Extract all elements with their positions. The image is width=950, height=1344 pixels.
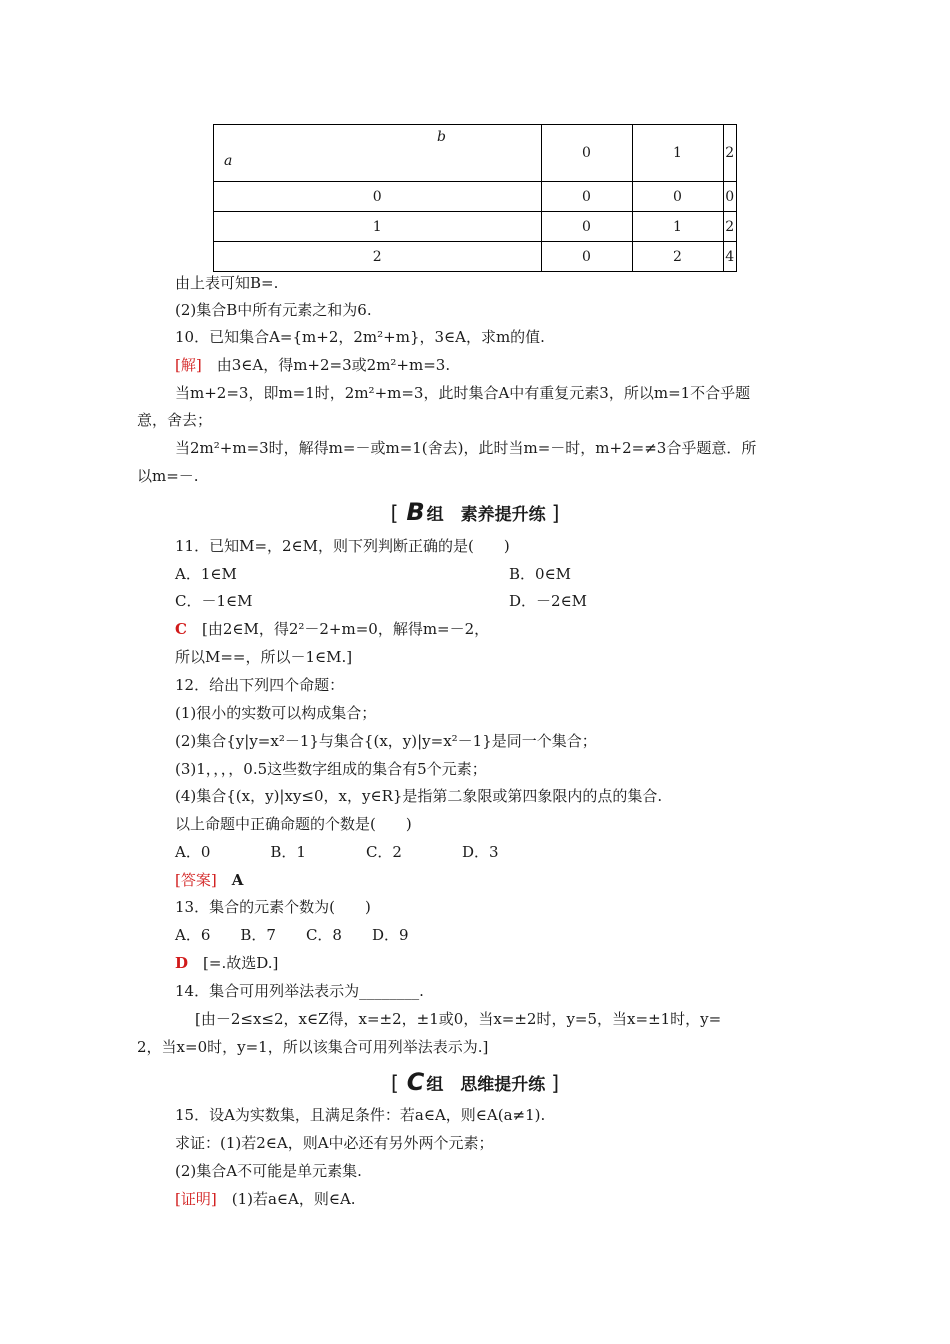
group-b-heading: [ B 组 素养提升练 ] — [390, 498, 560, 526]
solution-10 — [175, 355, 450, 375]
column-header: 0 — [541, 125, 632, 182]
question-13-options: A．6 B．7 C．8 D．9 — [175, 926, 409, 944]
question-10: 10．已知集合A={m+2，2m²+m}，3∈A，求m的值. — [175, 328, 545, 346]
row-label: 0 — [214, 182, 542, 212]
table-cell: 0 — [723, 182, 736, 212]
conclusion-line: 由上表可知B=. — [175, 274, 279, 292]
question-14: 14．集合可用列举法表示为________. — [175, 982, 424, 1000]
column-header: 1 — [632, 125, 723, 182]
table-cell: 0 — [541, 242, 632, 272]
answer-letter: C — [175, 620, 187, 638]
solution-line: 以m=－. — [137, 467, 199, 485]
multiplication-table — [213, 124, 737, 272]
answer-tag: [答案] — [175, 871, 217, 889]
proof-tag: [证明] — [175, 1190, 217, 1208]
solution-line: 意，舍去； — [137, 411, 213, 429]
answer-14-cont: 2，当x=0时，y=1，所以该集合可用列举法表示为.] — [137, 1038, 489, 1056]
option-a: A．1∈M — [175, 565, 237, 583]
question-15-part1: 求证：(1)若2∈A，则A中必还有另外两个元素； — [175, 1134, 494, 1152]
solution-tag: [解] — [175, 356, 202, 374]
table-cell: 0 — [541, 182, 632, 212]
row-label: 2 — [214, 242, 542, 272]
group-c-title: 组 思维提升练 — [426, 1075, 546, 1095]
answer-12 — [175, 870, 243, 890]
question-15-part2: (2)集合A不可能是单元素集. — [175, 1162, 362, 1180]
table-cell: 2 — [632, 242, 723, 272]
table-cell: 0 — [632, 182, 723, 212]
proof-15 — [175, 1189, 356, 1209]
question-12-prompt: 以上命题中正确命题的个数是( ) — [175, 815, 412, 833]
proposition-2: (2)集合{y|y=x²－1}与集合{(x，y)|y=x²－1}是同一个集合； — [175, 732, 597, 750]
answer-text: [=.故选D.] — [203, 954, 279, 972]
solution-line: 当m+2=3，即m=1时，2m²+m=3，此时集合A中有重复元素3，所以m=1不合乎题 — [175, 384, 751, 402]
table-cell: 2 — [723, 212, 736, 242]
question-11: 11．已知M=，2∈M，则下列判断正确的是( ) — [175, 537, 510, 555]
solution-text: 由3∈A，得m+2=3或2m²+m=3. — [201, 356, 451, 374]
header-b: b — [437, 129, 446, 145]
answer-11-cont: 所以M==，所以－1∈M.] — [175, 648, 353, 666]
proof-text: (1)若a∈A，则∈A. — [216, 1190, 356, 1208]
option-b: B．0∈M — [509, 565, 572, 583]
part2-line: (2)集合B中所有元素之和为6. — [175, 301, 372, 319]
answer-11 — [175, 619, 489, 639]
answer-13 — [175, 953, 278, 973]
proposition-1: (1)很小的实数可以构成集合； — [175, 704, 377, 722]
question-12: 12．给出下列四个命题： — [175, 676, 345, 694]
table-row — [214, 242, 737, 272]
question-15: 15．设A为实数集，且满足条件：若a∈A，则∈A(a≠1). — [175, 1106, 546, 1124]
proposition-4: (4)集合{(x，y)|xy≤0，x，y∈R}是指第二象限或第四象限内的点的集合. — [175, 787, 663, 805]
group-b-title: 组 素养提升练 — [426, 505, 546, 525]
row-label: 1 — [214, 212, 542, 242]
group-c-heading: [ C 组 思维提升练 ] — [390, 1068, 560, 1096]
option-c: C．－1∈M — [175, 592, 253, 610]
table-diagonal-header — [214, 125, 542, 182]
question-13: 13．集合的元素个数为( ) — [175, 898, 371, 916]
question-12-options: A．0 B．1 C．2 D．3 — [175, 843, 499, 861]
proposition-3: (3)1，，，，0.5这些数字组成的集合有5个元素； — [175, 760, 487, 778]
table-cell: 0 — [541, 212, 632, 242]
answer-text: [由2∈M，得2²－2+m=0，解得m=－2， — [201, 620, 490, 638]
option-d: D．－2∈M — [509, 592, 588, 610]
answer-letter: D — [175, 954, 189, 972]
header-a: a — [224, 153, 233, 169]
table-row — [214, 182, 737, 212]
table-row — [214, 212, 737, 242]
solution-line: 当2m²+m=3时，解得m=－或m=1(舍去)，此时当m=－时，m+2=≠3合乎题意．所 — [175, 439, 757, 457]
table-cell: 4 — [723, 242, 736, 272]
answer-14: [由－2≤x≤2，x∈Z得，x=±2，±1或0，当x=±2时，y=5，当x=±1时，y= — [195, 1010, 722, 1028]
group-c-letter: C — [406, 1068, 425, 1096]
column-header: 2 — [723, 125, 736, 182]
answer-letter: A — [231, 871, 244, 889]
table-cell: 1 — [632, 212, 723, 242]
group-b-letter: B — [406, 498, 425, 526]
